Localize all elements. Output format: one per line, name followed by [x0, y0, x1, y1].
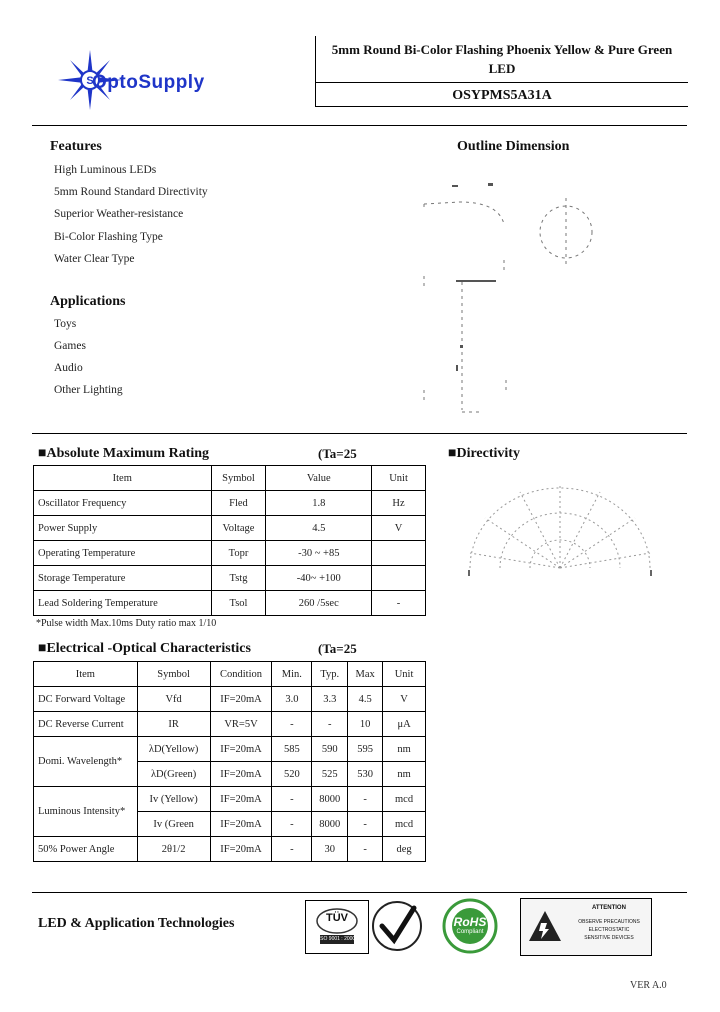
header-cell: Symbol — [137, 662, 210, 687]
application-item: Other Lighting — [54, 384, 123, 396]
table-row — [34, 516, 426, 541]
item-cell: Storage Temperature — [34, 566, 212, 591]
rohs-label: RoHS — [453, 915, 487, 929]
title-divider — [316, 82, 688, 83]
abs-max-heading-text: Absolute Maximum Rating — [46, 446, 210, 461]
table-row — [34, 787, 426, 812]
item-cell: Lead Soldering Temperature — [34, 591, 212, 616]
tuv-iso-badge — [305, 900, 369, 954]
condition-cell: IF=20mA — [210, 787, 272, 812]
min-cell: 585 — [272, 737, 312, 762]
version-label: VER A.0 — [630, 980, 667, 991]
table-row — [34, 737, 426, 762]
feature-item: High Luminous LEDs — [54, 164, 157, 176]
min-cell: 3.0 — [272, 687, 312, 712]
unit-cell: μA — [383, 712, 426, 737]
max-cell: - — [348, 837, 383, 862]
header-cell: Max — [348, 662, 383, 687]
unit-cell — [372, 566, 426, 591]
directivity-diagram — [460, 478, 660, 578]
table-header-row — [34, 662, 426, 687]
unit-cell: mcd — [383, 812, 426, 837]
bullet: ■ — [38, 446, 47, 461]
symbol-cell: λD(Yellow) — [137, 737, 210, 762]
table-header-row — [34, 466, 426, 491]
max-cell: - — [348, 787, 383, 812]
value-cell: 260 /5sec — [266, 591, 372, 616]
condition-cell: IF=20mA — [210, 837, 272, 862]
tuv-label: TÜV — [326, 912, 348, 924]
min-cell: - — [272, 712, 312, 737]
outline-heading: Outline Dimension — [457, 139, 570, 154]
symbol-cell: Iv (Green — [137, 812, 210, 837]
abs-max-table — [33, 465, 426, 616]
application-item: Audio — [54, 362, 83, 374]
value-cell: -30 ~ +85 — [266, 541, 372, 566]
symbol-cell: Tsol — [211, 591, 266, 616]
pulse-note: *Pulse width Max.10ms Duty ratio max 1/10 — [36, 618, 217, 629]
typ-cell: - — [312, 712, 348, 737]
max-cell: - — [348, 812, 383, 837]
max-cell: 4.5 — [348, 687, 383, 712]
bullet: ■ — [38, 641, 47, 656]
condition-cell: IF=20mA — [210, 812, 272, 837]
min-cell: - — [272, 787, 312, 812]
symbol-cell: Topr — [211, 541, 266, 566]
min-cell: - — [272, 812, 312, 837]
table-row — [34, 837, 426, 862]
attention-line: ELECTROSTATIC — [588, 927, 630, 933]
min-cell: - — [272, 837, 312, 862]
feature-item: Water Clear Type — [54, 253, 135, 265]
directivity-heading — [448, 446, 520, 462]
header-cell: Min. — [272, 662, 312, 687]
feature-item: 5mm Round Standard Directivity — [54, 186, 208, 198]
symbol-cell: Tstg — [211, 566, 266, 591]
abs-max-heading — [38, 446, 209, 462]
outline-dimension-drawing — [420, 180, 610, 420]
table-row — [34, 712, 426, 737]
quality-check-icon — [370, 898, 424, 954]
unit-cell: nm — [383, 762, 426, 787]
company-tagline: LED & Application Technologies — [38, 916, 235, 931]
condition-cell: IF=20mA — [210, 762, 272, 787]
rohs-sub-label: Compliant — [456, 929, 484, 935]
table-row — [34, 541, 426, 566]
feature-item: Superior Weather-resistance — [54, 208, 184, 220]
unit-cell — [372, 541, 426, 566]
symbol-cell: Voltage — [211, 516, 266, 541]
symbol-cell: 2θ1/2 — [137, 837, 210, 862]
product-title-line1: 5mm Round Bi-Color Flashing Phoenix Yellow & Pure Green — [331, 42, 673, 57]
table-row — [34, 687, 426, 712]
unit-cell: V — [383, 687, 426, 712]
attention-line: SENSITIVE DEVICES — [584, 935, 634, 941]
feature-item: Bi-Color Flashing Type — [54, 231, 163, 243]
item-cell: Power Supply — [34, 516, 212, 541]
rohs-badge — [436, 898, 504, 954]
typ-cell: 3.3 — [312, 687, 348, 712]
header-cell: Unit — [383, 662, 426, 687]
header-cell: Value — [266, 466, 372, 491]
max-cell: 10 — [348, 712, 383, 737]
application-item: Toys — [54, 318, 77, 330]
symbol-cell: λD(Green) — [137, 762, 210, 787]
typ-cell: 590 — [312, 737, 348, 762]
min-cell: 520 — [272, 762, 312, 787]
application-item: Games — [54, 340, 86, 352]
max-cell: 595 — [348, 737, 383, 762]
item-cell: DC Forward Voltage — [34, 687, 138, 712]
item-cell: Oscillator Frequency — [34, 491, 212, 516]
value-cell: -40~ +100 — [266, 566, 372, 591]
header-cell: Typ. — [312, 662, 348, 687]
attention-title: ATTENTION — [592, 905, 626, 911]
unit-cell: deg — [383, 837, 426, 862]
unit-cell: mcd — [383, 787, 426, 812]
max-cell: 530 — [348, 762, 383, 787]
section-rule — [32, 433, 687, 434]
symbol-cell: Vfd — [137, 687, 210, 712]
item-cell: DC Reverse Current — [34, 712, 138, 737]
symbol-cell: Iv (Yellow) — [137, 787, 210, 812]
header-cell: Unit — [372, 466, 426, 491]
eo-table — [33, 661, 426, 862]
part-number: OSYPMS5A31A — [452, 88, 552, 103]
condition-cell: IF=20mA — [210, 687, 272, 712]
condition-cell: VR=5V — [210, 712, 272, 737]
header-cell: Condition — [210, 662, 272, 687]
typ-cell: 8000 — [312, 787, 348, 812]
eo-condition: (Ta=25 — [318, 641, 357, 656]
header-cell: Symbol — [211, 466, 266, 491]
typ-cell: 525 — [312, 762, 348, 787]
item-cell: Operating Temperature — [34, 541, 212, 566]
typ-cell: 30 — [312, 837, 348, 862]
header-cell: Item — [34, 466, 212, 491]
bullet: ■ — [448, 446, 457, 461]
table-row — [34, 591, 426, 616]
svg-text:S: S — [86, 75, 94, 87]
brand-name: OptoSupply — [92, 72, 205, 93]
value-cell: 1.8 — [266, 491, 372, 516]
table-row — [34, 491, 426, 516]
unit-cell: V — [372, 516, 426, 541]
esd-warning-icon — [527, 909, 563, 943]
features-heading: Features — [50, 139, 102, 154]
header-cell: Item — [34, 662, 138, 687]
unit-cell: nm — [383, 737, 426, 762]
unit-cell: - — [372, 591, 426, 616]
symbol-cell: IR — [137, 712, 210, 737]
symbol-cell: Fled — [211, 491, 266, 516]
iso-label: ISO 9001 : 2000 — [318, 936, 356, 942]
typ-cell: 8000 — [312, 812, 348, 837]
header-rule — [32, 125, 687, 126]
esd-attention-badge — [520, 898, 652, 956]
value-cell: 4.5 — [266, 516, 372, 541]
title-block — [315, 36, 688, 107]
tuv-icon — [306, 901, 368, 953]
item-cell: Luminous Intensity* — [34, 787, 138, 837]
product-title-line2: LED — [488, 61, 516, 76]
abs-max-condition: (Ta=25 — [318, 446, 357, 461]
eo-heading-text: Electrical -Optical Characteristics — [46, 641, 251, 656]
applications-heading: Applications — [50, 294, 126, 309]
item-cell: 50% Power Angle — [34, 837, 138, 862]
footer-rule — [32, 892, 687, 893]
condition-cell: IF=20mA — [210, 737, 272, 762]
directivity-heading-text: Directivity — [456, 446, 520, 461]
table-row — [34, 566, 426, 591]
unit-cell: Hz — [372, 491, 426, 516]
eo-heading — [38, 641, 251, 657]
item-cell: Domi. Wavelength* — [34, 737, 138, 787]
attention-line: OBSERVE PRECAUTIONS — [578, 919, 640, 925]
